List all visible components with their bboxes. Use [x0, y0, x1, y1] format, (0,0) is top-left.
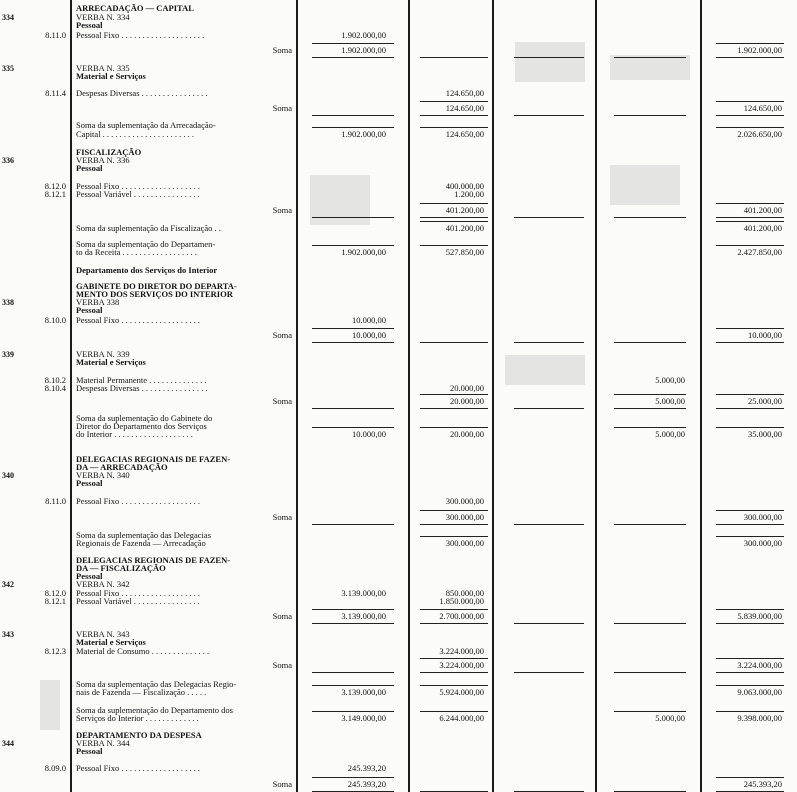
scan-smudge	[610, 55, 690, 80]
sub-code: 8.12.0	[44, 181, 66, 191]
amount-c2: 6.244.000,00	[439, 713, 484, 723]
soma-underline-c5	[716, 623, 784, 624]
verba-code: 338	[2, 298, 14, 307]
line-text: VERBA N. 335	[76, 64, 130, 73]
soma-underline-c1	[312, 672, 394, 673]
total-rule-c2	[420, 609, 488, 610]
soma-underline-c4	[614, 342, 686, 343]
amount-c5: 2.026.650,00	[737, 129, 782, 139]
sub-code: 8.12.1	[44, 596, 66, 606]
line-text: Material Permanente . . . . . . . . . . . . . .	[76, 376, 207, 385]
line-text: DA — FISCALIZAÇÃO	[76, 564, 166, 573]
line-text: Pessoal	[76, 479, 103, 488]
amount-c1: 245.393,20	[347, 763, 386, 773]
soma-underline-c3	[514, 342, 584, 343]
amount-c4: 5.000,00	[655, 396, 685, 406]
amount-c5: 2.427.850,00	[737, 247, 782, 257]
amount-c2: 850.000,00	[445, 588, 484, 598]
sub-code: 8.10.2	[44, 375, 66, 385]
line-text: Pessoal Variável . . . . . . . . . . . . . . . .	[76, 597, 200, 606]
line-text: nais de Fazenda — Fiscalização . . . . .	[76, 688, 207, 697]
column-rule-4	[492, 0, 494, 792]
column-rule-6	[700, 0, 702, 792]
total-rule-c2	[420, 510, 488, 511]
line-text: do Interior . . . . . . . . . . . . . . . . . . .	[76, 430, 193, 439]
amount-c2: 124.650,00	[445, 88, 484, 98]
sub-code: 8.12.1	[44, 189, 66, 199]
soma-underline-c2	[420, 672, 488, 673]
amount-c1: 3.139.000,00	[341, 687, 386, 697]
line-text: Pessoal	[76, 306, 103, 315]
amount-c4: 5.000,00	[655, 429, 685, 439]
verba-code: 340	[2, 471, 14, 480]
amount-c5: 9.398.000,00	[737, 713, 782, 723]
total-rule-c1	[312, 245, 394, 246]
amount-c1: 1.902.000,00	[341, 30, 386, 40]
line-text: FISCALIZAÇÃO	[76, 148, 142, 157]
line-text: Pessoal Fixo . . . . . . . . . . . . . . . . . . .	[76, 182, 200, 191]
line-text: Despesas Diversas . . . . . . . . . . . . . . . .	[76, 384, 208, 393]
total-rule-c5	[716, 221, 784, 222]
soma-underline-c2	[420, 57, 488, 58]
line-text: Pessoal	[76, 572, 103, 581]
sub-code: 8.10.4	[44, 383, 66, 393]
soma-underline-c4	[614, 57, 686, 58]
scan-smudge	[610, 165, 680, 205]
total-rule-c5	[716, 711, 784, 712]
soma-underline-c5	[716, 672, 784, 673]
amount-c2: 401.200,00	[445, 205, 484, 215]
amount-c5: 124.650,00	[743, 103, 782, 113]
total-rule-c1	[312, 127, 394, 128]
sub-code: 8.09.0	[44, 763, 66, 773]
line-text: Material de Consumo . . . . . . . . . . . . . .	[76, 647, 210, 656]
soma-underline-c5	[716, 342, 784, 343]
total-rule-c1	[312, 685, 394, 686]
total-rule-c1	[312, 609, 394, 610]
amount-c5: 401.200,00	[743, 205, 782, 215]
soma-label: Soma	[272, 45, 292, 55]
line-text: DA — ARRECADAÇÃO	[76, 463, 168, 472]
line-text: Pessoal	[76, 164, 103, 173]
amount-c1: 3.149.000,00	[341, 713, 386, 723]
soma-underline-c5	[716, 57, 784, 58]
total-rule-c4	[614, 711, 686, 712]
line-text: Pessoal	[76, 747, 103, 756]
sub-code: 8.11.4	[45, 88, 66, 98]
verba-code: 336	[2, 156, 14, 165]
soma-underline-c1	[312, 57, 394, 58]
line-text: GABINETE DO DIRETOR DO DEPARTA-	[76, 282, 237, 291]
line-text: to da Receita . . . . . . . . . . . . . . . . . .	[76, 248, 197, 257]
line-text: Pessoal Fixo . . . . . . . . . . . . . . . . . . . .	[76, 31, 205, 40]
amount-c2: 124.650,00	[445, 129, 484, 139]
soma-underline-c3	[514, 524, 584, 525]
sub-code: 8.10.0	[44, 315, 66, 325]
line-text: Material e Serviços	[76, 72, 146, 81]
amount-c2: 400.000,00	[445, 181, 484, 191]
amount-c5: 5.839.000,00	[737, 611, 782, 621]
amount-c1: 1.902.000,00	[341, 129, 386, 139]
total-rule-c2	[420, 245, 488, 246]
total-rule-c5	[716, 101, 784, 102]
line-text: Pessoal	[76, 21, 103, 30]
amount-c1: 3.139.000,00	[341, 588, 386, 598]
amount-c2: 527.850,00	[445, 247, 484, 257]
amount-c1: 10.000,00	[352, 315, 386, 325]
line-text: Regionais de Fazenda — Arrecadação	[76, 539, 206, 548]
verba-code: 334	[2, 13, 14, 22]
scan-smudge	[40, 680, 60, 730]
soma-underline-c4	[614, 408, 686, 409]
soma-underline-c4	[614, 672, 686, 673]
verba-code: 339	[2, 350, 14, 359]
line-text: Capital . . . . . . . . . . . . . . . . . . . . . .	[76, 130, 195, 139]
total-rule-c2	[420, 127, 488, 128]
line-text: Soma da suplementação da Fiscalização . .	[76, 224, 221, 233]
line-text: Pessoal Fixo . . . . . . . . . . . . . . . . . . .	[76, 589, 200, 598]
amount-c2: 2.700.000,00	[439, 611, 484, 621]
amount-c2: 20.000,00	[450, 383, 484, 393]
amount-c2: 124.650,00	[445, 103, 484, 113]
soma-underline-c5	[716, 524, 784, 525]
total-rule-c1	[312, 43, 394, 44]
total-rule-c2	[420, 394, 488, 395]
soma-underline-c2	[420, 623, 488, 624]
total-rule-c2	[420, 427, 488, 428]
line-text: VERBA N. 343	[76, 630, 130, 639]
verba-code: 342	[2, 580, 14, 589]
amount-c2: 1.200,00	[454, 189, 484, 199]
soma-underline-c2	[420, 217, 488, 218]
amount-c5: 9.063.000,00	[737, 687, 782, 697]
soma-label: Soma	[272, 512, 292, 522]
amount-c2: 3.224.000,00	[439, 660, 484, 670]
line-text: VERBA N. 334	[76, 13, 130, 22]
amount-c2: 401.200,00	[445, 223, 484, 233]
line-text: VERBA N. 339	[76, 350, 130, 359]
column-rule-5	[595, 0, 597, 792]
soma-underline-c4	[614, 115, 686, 116]
amount-c1: 10.000,00	[352, 330, 386, 340]
sub-code: 8.12.0	[44, 588, 66, 598]
total-rule-c5	[716, 245, 784, 246]
total-rule-c4	[614, 427, 686, 428]
amount-c5: 401.200,00	[743, 223, 782, 233]
soma-underline-c4	[614, 524, 686, 525]
line-text: Pessoal Fixo . . . . . . . . . . . . . . . . . . .	[76, 764, 200, 773]
total-rule-c5	[716, 328, 784, 329]
amount-c5: 3.224.000,00	[737, 660, 782, 670]
soma-label: Soma	[272, 396, 292, 406]
column-rule-1	[70, 0, 72, 792]
line-text: Soma da suplementação do Departamen-	[76, 240, 216, 249]
soma-underline-c3	[514, 623, 584, 624]
amount-c1: 3.139.000,00	[341, 611, 386, 621]
soma-underline-c1	[312, 408, 394, 409]
soma-underline-c5	[716, 115, 784, 116]
amount-c2: 3.224.000,00	[439, 646, 484, 656]
soma-label: Soma	[272, 330, 292, 340]
amount-c5: 300.000,00	[743, 512, 782, 522]
amount-c1: 1.902.000,00	[341, 45, 386, 55]
line-text: Soma da suplementação das Delegacias Regio-	[76, 680, 237, 689]
line-text: Soma da suplementação do Departamento dos	[76, 706, 233, 715]
soma-underline-c3	[514, 672, 584, 673]
line-text: Pessoal Variável . . . . . . . . . . . . . . . .	[76, 190, 200, 199]
soma-label: Soma	[272, 611, 292, 621]
total-rule-c1	[312, 777, 394, 778]
total-rule-c5	[716, 685, 784, 686]
line-text: DEPARTAMENTO DA DESPESA	[76, 731, 202, 740]
total-rule-c5	[716, 609, 784, 610]
amount-c2: 5.924.000,00	[439, 687, 484, 697]
amount-c2: 300.000,00	[445, 496, 484, 506]
sub-code: 8.12.3	[44, 646, 66, 656]
amount-c4: 5.000,00	[655, 713, 685, 723]
soma-label: Soma	[272, 103, 292, 113]
line-text: VERBA 338	[76, 298, 120, 307]
soma-underline-c1	[312, 115, 394, 116]
soma-underline-c2	[420, 408, 488, 409]
soma-underline-c1	[312, 342, 394, 343]
scan-smudge	[515, 42, 585, 82]
total-rule-c2	[420, 221, 488, 222]
line-text: VERBA N. 336	[76, 156, 130, 165]
amount-c2: 300.000,00	[445, 538, 484, 548]
total-rule-c5	[716, 43, 784, 44]
line-text: Material e Serviços	[76, 358, 146, 367]
total-rule-c5	[716, 536, 784, 537]
scan-smudge	[505, 355, 585, 385]
soma-underline-c4	[614, 623, 686, 624]
total-rule-c5	[716, 203, 784, 204]
line-text: Soma da suplementação da Arrecadação-	[76, 121, 216, 130]
total-rule-c1	[312, 711, 394, 712]
line-text: DELEGACIAS REGIONAIS DE FAZEN-	[76, 556, 231, 565]
total-rule-c2	[420, 658, 488, 659]
amount-c5: 35.000,00	[748, 429, 782, 439]
amount-c5: 25.000,00	[748, 396, 782, 406]
line-text: Serviços do Interior . . . . . . . . . . . . .	[76, 714, 199, 723]
total-rule-c1	[312, 328, 394, 329]
verba-code: 343	[2, 630, 14, 639]
line-text: Pessoal Fixo . . . . . . . . . . . . . . . . . . .	[76, 497, 200, 506]
sub-code: 8.11.0	[45, 496, 66, 506]
total-rule-c2	[420, 536, 488, 537]
line-text: Soma da suplementação do Gabinete do	[76, 414, 213, 423]
total-rule-c5	[716, 777, 784, 778]
soma-label: Soma	[272, 660, 292, 670]
soma-underline-c3	[514, 115, 584, 116]
total-rule-c5	[716, 127, 784, 128]
line-text: DELEGACIAS REGIONAIS DE FAZEN-	[76, 455, 231, 464]
soma-underline-c1	[312, 524, 394, 525]
amount-c2: 1.850.000,00	[439, 596, 484, 606]
soma-underline-c2	[420, 342, 488, 343]
line-text: Soma da suplementação das Delegacias	[76, 531, 212, 540]
amount-c5: 1.902.000,00	[737, 45, 782, 55]
line-text: Despesas Diversas . . . . . . . . . . . . . . . .	[76, 89, 208, 98]
verba-code: 344	[2, 739, 14, 748]
soma-label: Soma	[272, 205, 292, 215]
total-rule-c2	[420, 203, 488, 204]
soma-underline-c2	[420, 524, 488, 525]
total-rule-c5	[716, 510, 784, 511]
amount-c5: 300.000,00	[743, 538, 782, 548]
line-text: ARRECADAÇÃO — CAPITAL	[76, 4, 194, 13]
total-rule-c1	[312, 427, 394, 428]
amount-c1: 1.902.000,00	[341, 247, 386, 257]
soma-underline-c3	[514, 57, 584, 58]
soma-underline-c3	[514, 217, 584, 218]
total-rule-c2	[420, 685, 488, 686]
soma-underline-c5	[716, 217, 784, 218]
total-rule-c2	[420, 711, 488, 712]
sub-code: 8.11.0	[45, 30, 66, 40]
soma-underline-c2	[420, 115, 488, 116]
soma-underline-c3	[514, 408, 584, 409]
amount-c2: 20.000,00	[450, 429, 484, 439]
soma-underline-c5	[716, 408, 784, 409]
soma-underline-c1	[312, 217, 394, 218]
total-rule-c5	[716, 427, 784, 428]
soma-underline-c1	[312, 623, 394, 624]
amount-c2: 20.000,00	[450, 396, 484, 406]
amount-c5: 10.000,00	[748, 330, 782, 340]
amount-c2: 300.000,00	[445, 512, 484, 522]
amount-c5: 245.393,20	[743, 779, 782, 789]
line-text: Departamento dos Serviços do Interior	[76, 266, 218, 275]
verba-code: 335	[2, 64, 14, 73]
total-rule-c5	[716, 658, 784, 659]
column-rule-3	[408, 0, 410, 792]
total-rule-c2	[420, 101, 488, 102]
line-text: MENTO DOS SERVIÇOS DO INTERIOR	[76, 290, 233, 299]
soma-underline-c4	[614, 217, 686, 218]
amount-c1: 245.393,20	[347, 779, 386, 789]
total-rule-c4	[614, 394, 686, 395]
line-text: Material e Serviços	[76, 638, 146, 647]
line-text: VERBA N. 342	[76, 580, 130, 589]
line-text: VERBA N. 344	[76, 739, 130, 748]
line-text: VERBA N. 340	[76, 471, 130, 480]
total-rule-c5	[716, 394, 784, 395]
line-text: Pessoal Fixo . . . . . . . . . . . . . . . . . . .	[76, 316, 200, 325]
column-rule-2	[296, 0, 298, 792]
soma-label: Soma	[272, 779, 292, 789]
amount-c4: 5.000,00	[655, 375, 685, 385]
amount-c1: 10.000,00	[352, 429, 386, 439]
line-text: Diretor do Departamento dos Serviços	[76, 422, 207, 431]
